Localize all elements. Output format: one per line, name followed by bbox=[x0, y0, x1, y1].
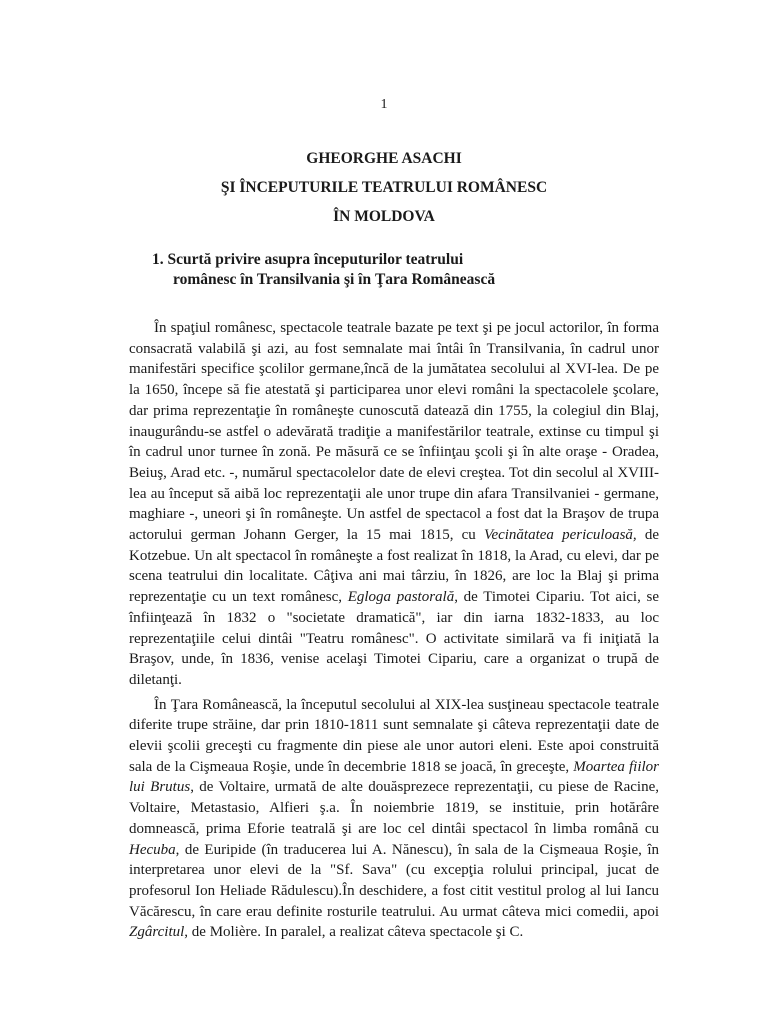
paragraph-2-italic-1: Moartea fiilor lui Brutus bbox=[129, 758, 660, 796]
paragraph-1-italic-2: Egloga pastorală bbox=[347, 589, 455, 606]
title-line-2: ŞI ÎNCEPUTURILE TEATRULUI ROMÂNESC bbox=[220, 179, 548, 196]
paragraph-2-italic-3: Zgârcitul bbox=[129, 924, 185, 941]
paragraph-2-italic-2: Hecuba bbox=[129, 841, 176, 858]
paragraph-2 bbox=[129, 695, 659, 943]
title-line-3: ÎN MOLDOVA bbox=[333, 208, 435, 225]
document-title bbox=[0, 144, 768, 231]
paragraph-2-text-2: , de Voltaire, urmată de alte douăsprezece reprezentaţii, cu piese de Racine, Voltaire, Metastasio, Alfieri ş.a. În noiembrie 1819, se instituie, prin hotărâre domnească, prima Eforie teatrală şi are loc cel dintâi spectacol în limba română cu bbox=[129, 779, 660, 837]
paragraph-1-text-2: de Kotzebue. Un alt spectacol în româneşte a fost realizat în 1818, la Arad, cu elevi, dar pe scena teatrului din localitate. Câţiva ani mai târziu, în 1826, are loc la Blaj şi prima reprezentaţie cu un text românesc, bbox=[129, 527, 659, 606]
section-heading bbox=[152, 250, 672, 290]
section-heading-line-2: românesc în Transilvania şi în Ţara Românească bbox=[173, 271, 496, 288]
page-number: 1 bbox=[380, 97, 388, 112]
paragraph-1-text-1: În spaţiul românesc, spectacole teatrale bazate pe text şi pe jocul actorilor, în forma consacrată valabilă şi azi, au fost semnalate mai întâi în Transilvania, în cadrul unor manifestări specifice şcolilor germane,încă de la jumătatea secolului al XVI-lea. De pe la 1650, începe să fie atestată şi participarea unor elevi români la spectacolele şcolare, dar prima reprezentaţie în româneşte cunoscută datează din 1755, la colegiul din Blaj, inaugurându-se astfel o adevărată tradiţie a manifestărilor teatrale, extinse cu timpul şi în cadrul unor turnee în zonă. Pe măsură ce se înfiinţau şcoli şi în alte oraşe - Oradea, Beiuş, Arad etc. -, numărul spectacolelor date de elevi creştea. Tot din secolul al XVIII-lea au început să aibă loc reprezentaţii ale unor trupe din afara Transilvaniei - germane, maghiare -, uneori şi în româneşte. Un astfel de spectacol a fost dat la Braşov de trupa actorului german Johann Gerger, la 15 mai 1815, cu bbox=[129, 320, 659, 544]
section-heading-line-1: 1. Scurtă privire asupra începuturilor teatrului bbox=[152, 251, 464, 268]
paragraph-2-text-3: , de Euripide (în traducerea lui A. Nănescu), în sala de la Cişmeaua Roşie, în interpretarea unor elevi de la "Sf. Sava" (cu excepţia rolului principal, jucat de profesorul Ion Heliade Rădulescu).În deschidere, a fost citit vestitul prolog al lui Iancu Văcărescu, în care erau definite rosturile teatrului. Au urmat câteva mici comedii, apoi bbox=[129, 841, 659, 920]
paragraph-1 bbox=[129, 318, 659, 691]
paragraph-2-text-4: , de Molière. In paralel, a realizat câteva spectacole şi C. bbox=[184, 924, 524, 941]
paragraph-2-text-1: În Ţara Românească, la începutul secolului al XIX-lea susţineau spectacole teatrale diferite trupe străine, dar prin 1810-1811 sunt semnalate şi câteva reprezentaţii date de elevii şcolii greceşti cu fragmente din piese ale unor autori eleni. Este apoi construită sala de la Cişmeaua Roşie, unde în decembrie 1818 se joacă, în greceşte, bbox=[129, 696, 659, 775]
paragraph-1-italic-1: Vecinătatea periculoasă, bbox=[483, 527, 637, 544]
title-line-1: GHEORGHE ASACHI bbox=[306, 150, 462, 167]
paragraph-1-text-3: , de Timotei Cipariu. Tot aici, se înfiinţează în 1832 o "societate dramatică", iar din iarna 1832-1833, au loc reprezentaţiile celui dintâi "Teatru românesc". O activitate similară va fi iniţiată la Braşov, unde, în 1836, venise acelaşi Timotei Cipariu, care a organizat o trupă de diletanţi. bbox=[129, 589, 659, 688]
body-text bbox=[129, 318, 659, 943]
